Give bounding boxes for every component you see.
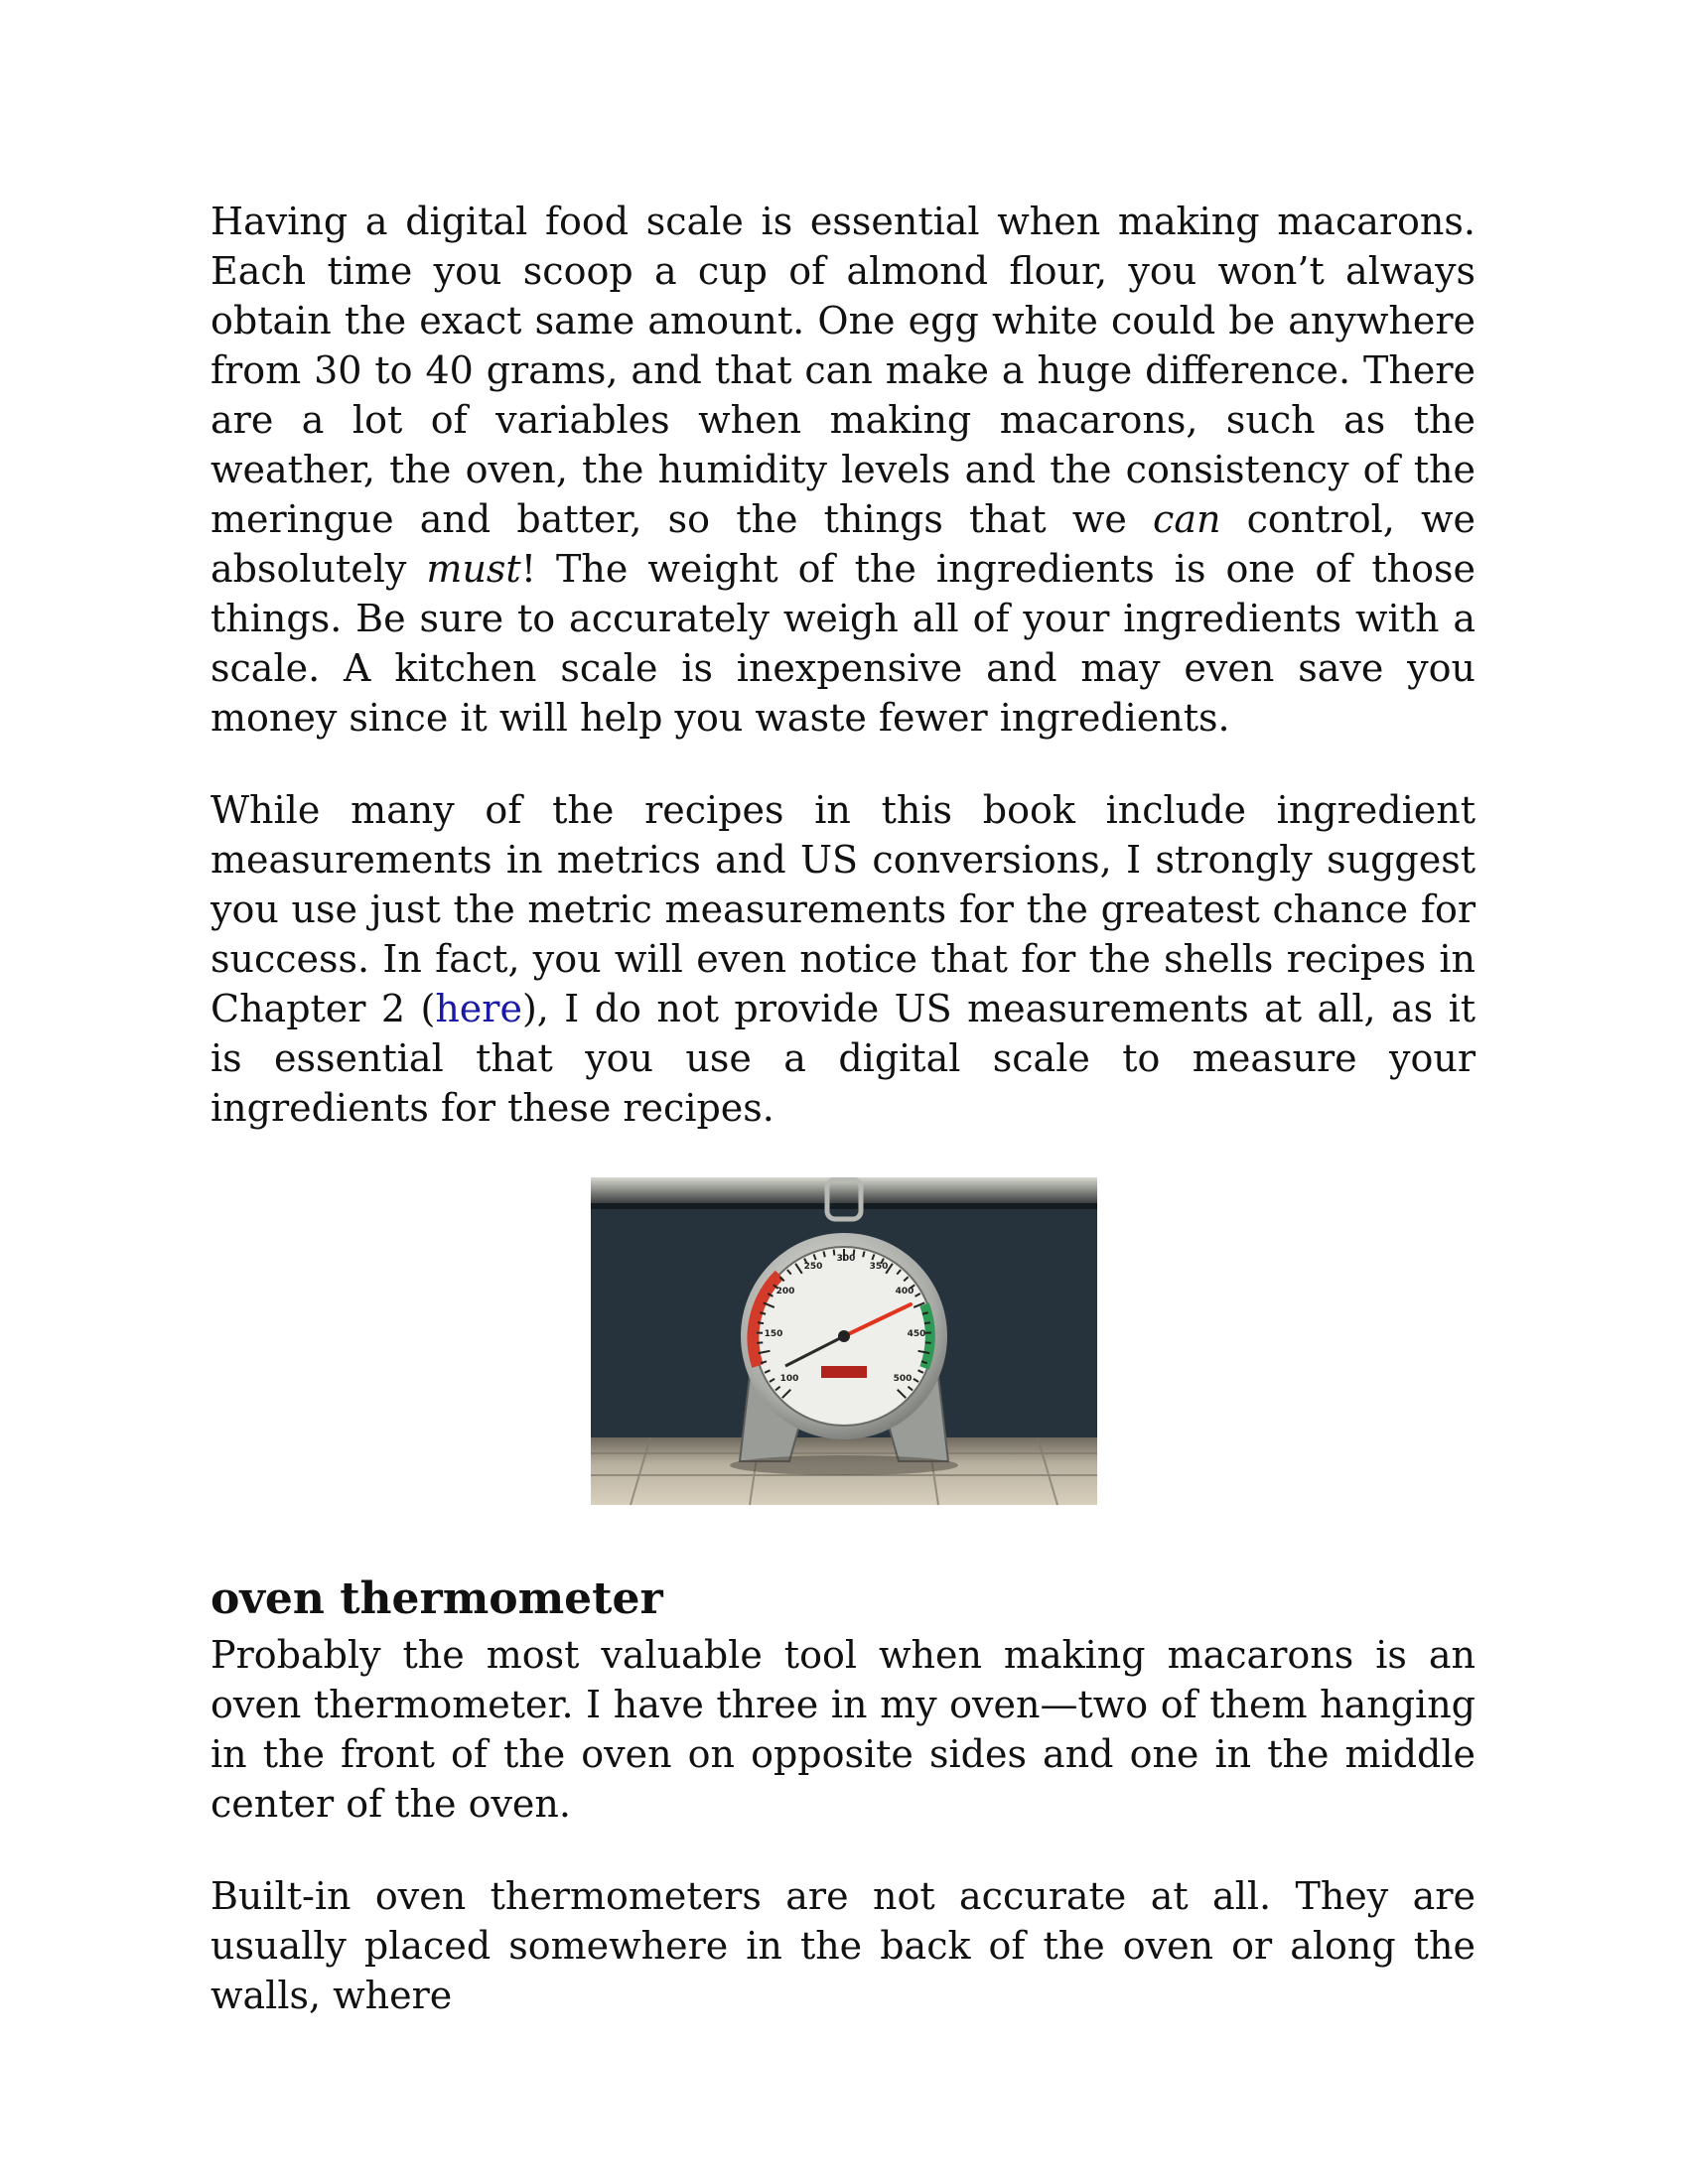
brand-plate bbox=[821, 1366, 867, 1378]
paragraph-built-in-thermometers: Built-in oven thermometers are not accurate at all. They are usually placed somewhere in the back of the oven or along the walls, where bbox=[211, 1874, 1476, 2017]
dial-label: 500 bbox=[893, 1374, 913, 1384]
paragraph-oven-thermometer: Probably the most valuable tool when making macarons is an oven thermometer. I have three in my oven—two of them hanging in the front of the oven on opposite sides and one in the middle center of the oven. bbox=[211, 1633, 1476, 1826]
dial-label: 300 bbox=[836, 1254, 856, 1264]
paragraph-text: ), I do not provide US measurements at all, as it is essential that you use a digital scale to measure your ingredients for these recipes. bbox=[211, 987, 1476, 1130]
paragraph-metric bbox=[211, 785, 1476, 1133]
stand-shadow bbox=[730, 1455, 958, 1475]
paragraph-text: control, we absolutely bbox=[211, 497, 1476, 591]
chapter-link[interactable]: here bbox=[435, 987, 522, 1030]
dial-label: 100 bbox=[779, 1374, 799, 1384]
dial-label: 350 bbox=[869, 1262, 889, 1272]
emphasis-must: must bbox=[426, 547, 521, 591]
dial-label: 150 bbox=[764, 1329, 783, 1339]
dial-tick bbox=[834, 1250, 835, 1256]
paragraph-text: Having a digital food scale is essential when making macarons. Each time you scoop a cup of almond flour, you won’t always obtain the exact same amount. One egg white could be anywhere from 30 to 40 grams, and that can make a huge difference. There are a lot of variables when making macarons, such as the weather, the oven, the humidity levels and the consistency of the meringue and batter, so the things that we bbox=[211, 200, 1476, 541]
dial-tick bbox=[863, 1251, 864, 1257]
dial-label: 250 bbox=[803, 1262, 823, 1272]
rail-shadow bbox=[591, 1203, 1097, 1209]
paragraph-text: ! The weight of the ingredients is one of those things. Be sure to accurately weigh all of your ingredients with a scale. A kitchen scale is inexpensive and may even save you money since it will help you waste fewer ingredients. bbox=[211, 547, 1476, 740]
section-heading: oven thermometer bbox=[211, 1573, 663, 1624]
page-content bbox=[211, 197, 1476, 2020]
dial-tick bbox=[924, 1322, 930, 1323]
dial-label: 400 bbox=[895, 1287, 914, 1297]
paragraph-text: While many of the recipes in this book include ingredient measurements in metrics and US conversions, I strongly suggest you use just the metric measurements for the greatest chance for success. In fact, you will even notice that for the shells recipes in Chapter 2 ( bbox=[211, 788, 1476, 1030]
dial-label: 450 bbox=[907, 1329, 926, 1339]
dial-label: 200 bbox=[775, 1287, 795, 1297]
emphasis-can: can bbox=[1153, 497, 1221, 541]
dial-tick bbox=[758, 1322, 764, 1323]
oven-thermometer-photo bbox=[591, 1177, 1097, 1505]
dial-tick bbox=[823, 1251, 824, 1257]
paragraph-digital-scale bbox=[211, 197, 1476, 743]
needle-pivot bbox=[838, 1330, 850, 1342]
thermometer-illustration bbox=[591, 1177, 1097, 1505]
